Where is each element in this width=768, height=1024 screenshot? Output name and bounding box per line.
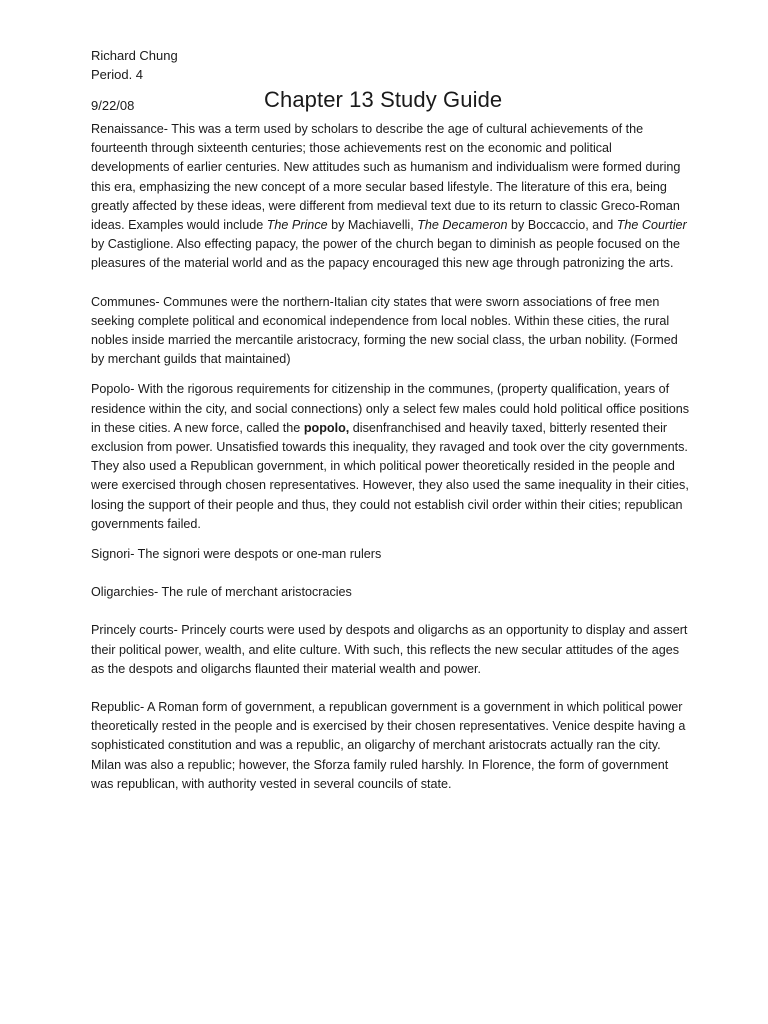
text-run: Renaissance- This was a term used by scholars to describe the age of cultural achievements of the fourteenth through sixteenth centuries; those achievements rest on the economic and political developments of earlier centuries. New attitudes such as humanism and individualism were formed during this era, emphasizing the new concept of a more secular based lifestyle. The literature of this era, being greatly affected by these ideas, were different from medieval text due to its return to classic Greco-Roman ideas. Examples would include bbox=[91, 122, 681, 233]
document-date: 9/22/08 bbox=[91, 98, 135, 113]
author-name: Richard Chung bbox=[91, 48, 178, 63]
text-run: by Machiavelli, bbox=[327, 218, 418, 233]
document-page bbox=[91, 46, 691, 794]
title-row bbox=[91, 86, 691, 116]
paragraph-renaissance bbox=[91, 120, 691, 274]
class-period: Period. 4 bbox=[91, 67, 144, 82]
text-run: disenfranchised and heavily taxed, bitterly resented their exclusion from power. Unsatisfied towards this inequality, they ravaged and took over the city governments. They also used a Republican government, in which political power theoretically resided in the people and were exercised through chosen representatives. However, they also used the same inequality in their cities, losing the support of their people and thus, they could not establish civil order within their cities; republican governments failed. bbox=[91, 420, 689, 531]
document-title: Chapter 13 Study Guide bbox=[264, 87, 503, 112]
paragraph-republic: Republic- A Roman form of government, a republican government is a government in which political power theoretically rested in the people and is exercised by their chosen representatives. Venice despite having a sophisticated constitution and was a republic, an oligarchy of merchant aristocrats actually ran the city. Milan was also a republic; however, the Sforza family ruled harshly. In Florence, the form of government was republican, with authority vested in several councils of state. bbox=[91, 700, 686, 791]
paragraph-communes: Communes- Communes were the northern-Italian city states that were sworn associations of free men seeking complete political and economical independence from local nobles. Within these cities, the rural nobles inside married the mercantile aristocracy, forming the new social class, the urban nobility. (Formed by merchant guilds that maintained) bbox=[91, 294, 678, 367]
book-title: The Decameron bbox=[417, 218, 508, 233]
text-run: by Boccaccio, and bbox=[507, 218, 617, 233]
bold-term: popolo, bbox=[303, 420, 350, 435]
book-title: The Prince bbox=[266, 218, 328, 233]
paragraph-signori: Signori- The signori were despots or one-man rulers bbox=[91, 547, 382, 562]
paragraph-oligarchies: Oligarchies- The rule of merchant aristocracies bbox=[91, 585, 352, 600]
document-body bbox=[91, 120, 691, 794]
book-title: The Courtier bbox=[616, 218, 687, 233]
text-run: Popolo- With the rigorous requirements for citizenship in the communes, (property qualification, years of residence within the city, and social connections) only a select few males could hold political office positions in these cities. A new force, called the bbox=[91, 382, 690, 435]
text-run: by Castiglione. Also effecting papacy, the power of the church began to diminish as people focused on the pleasures of the material world and as the papacy encouraged this new age through patronizing the arts. bbox=[91, 237, 681, 271]
paragraph-princely-courts: Princely courts- Princely courts were used by despots and oligarchs as an opportunity to display and assert their political power, wealth, and elite culture. With such, this reflects the new secular attitudes of the ages as the despots and oligarchs flaunted their material wealth and power. bbox=[91, 623, 688, 676]
paragraph-popolo bbox=[91, 380, 691, 534]
